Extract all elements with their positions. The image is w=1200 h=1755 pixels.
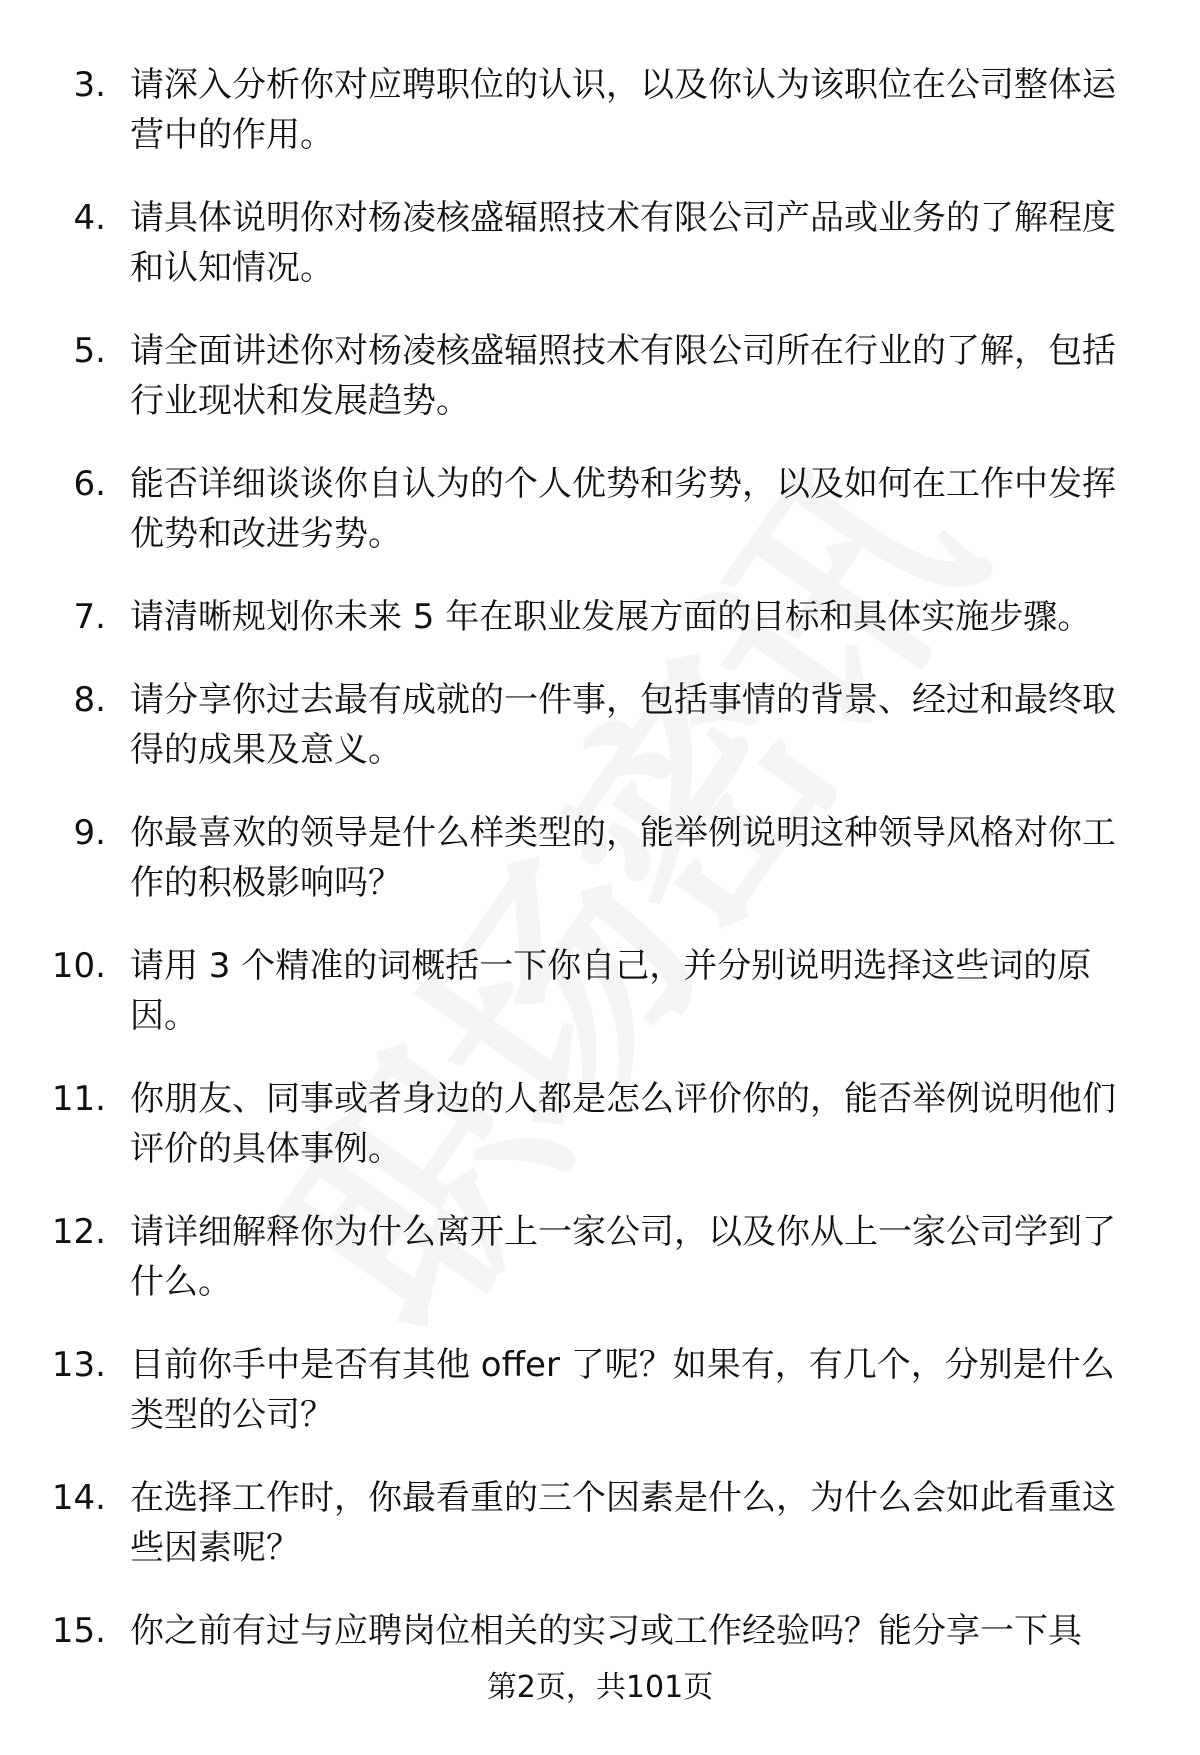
question-item [48,1606,1138,1656]
question-number: 11. [51,1079,106,1119]
question-item [48,592,1138,642]
question-item [48,459,1138,559]
question-text: 在选择工作时，你最看重的三个因素是什么，为什么会如此看重这些因素呢？ [130,1478,1116,1568]
question-number: 5. [73,331,106,371]
question-list [48,60,1138,1689]
question-text: 请深入分析你对应聘职位的认识，以及你认为该职位在公司整体运营中的作用。 [130,65,1116,155]
question-item [48,1207,1138,1307]
question-number: 10. [51,946,106,986]
question-item [48,1074,1138,1174]
question-text: 能否详细谈谈你自认为的个人优势和劣势，以及如何在工作中发挥优势和改进劣势。 [130,464,1116,554]
question-number: 6. [73,464,106,504]
question-item [48,941,1138,1041]
question-text: 目前你手中是否有其他 offer 了呢？如果有，有几个，分别是什么类型的公司？ [130,1345,1115,1435]
question-text: 你朋友、同事或者身边的人都是怎么评价你的，能否举例说明他们评价的具体事例。 [130,1079,1116,1169]
question-number: 4. [73,198,106,238]
question-item [48,675,1138,775]
question-item [48,1340,1138,1440]
question-item [48,60,1138,160]
question-text: 请详细解释你为什么离开上一家公司，以及你从上一家公司学到了什么。 [130,1212,1116,1302]
page-indicator: 第2页，共101页 [486,1670,714,1705]
question-number: 7. [73,597,106,637]
question-text: 请用 3 个精准的词概括一下你自己，并分别说明选择这些词的原因。 [130,946,1092,1036]
question-text: 你之前有过与应聘岗位相关的实习或工作经验吗？能分享一下具 [130,1611,1082,1651]
question-item [48,1473,1138,1573]
question-text: 请清晰规划你未来 5 年在职业发展方面的目标和具体实施步骤。 [130,597,1092,637]
question-text: 请全面讲述你对杨凌核盛辐照技术有限公司所在行业的了解，包括行业现状和发展趋势。 [130,331,1116,421]
question-number: 14. [51,1478,106,1518]
question-number: 8. [73,680,106,720]
question-text: 请分享你过去最有成就的一件事，包括事情的背景、经过和最终取得的成果及意义。 [130,680,1116,770]
question-item [48,808,1138,908]
question-number: 13. [51,1345,106,1385]
question-number: 15. [51,1611,106,1651]
question-item [48,193,1138,293]
question-text: 请具体说明你对杨凌核盛辐照技术有限公司产品或业务的了解程度和认知情况。 [130,198,1116,288]
question-number: 3. [73,65,106,105]
question-text: 你最喜欢的领导是什么样类型的，能举例说明这种领导风格对你工作的积极影响吗？ [130,813,1116,903]
question-item [48,326,1138,426]
question-number: 12. [51,1212,106,1252]
question-number: 9. [73,813,106,853]
